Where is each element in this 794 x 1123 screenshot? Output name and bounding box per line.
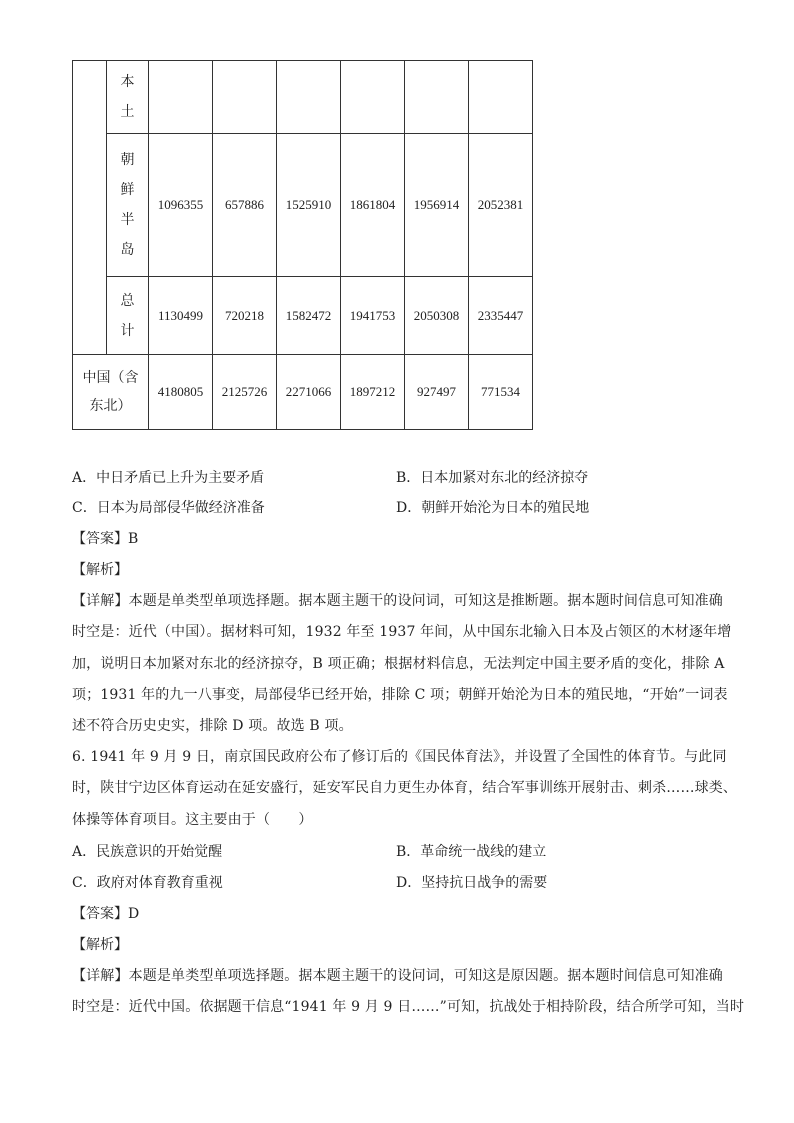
table-cell: 720218: [213, 277, 277, 355]
q6-analysis-heading: 【解析】: [72, 937, 128, 953]
table-cell: 1130499: [149, 277, 213, 355]
q6-stem-line: 时，陕甘宁边区体育运动在延安盛行，延安军民自力更生办体育，结合军事训练开展射击、刺杀……球类、: [72, 780, 738, 796]
q6-stem-line: 体操等体育项目。这主要由于（ ）: [72, 812, 313, 828]
table-cell: [405, 61, 469, 134]
q6-stem-line: 6. 1941 年 9 月 9 日，南京国民政府公布了修订后的《国民体育法》，并设置了全国性的体育节。与此同: [72, 749, 727, 765]
q5-analysis-heading: 【解析】: [72, 562, 128, 578]
table-cell: 1941753: [341, 277, 405, 355]
table-cell: [341, 61, 405, 134]
table-cell: 927497: [405, 355, 469, 430]
table-cell: 2052381: [469, 134, 533, 277]
q6-detail-line: 【详解】本题是单类型单项选择题。据本题主题干的设问词，可知这是原因题。据本题时间信息可知准确: [72, 968, 723, 984]
q5-option-a[interactable]: A．中日矛盾已上升为主要矛盾: [72, 470, 265, 486]
table-cell: 1897212: [341, 355, 405, 430]
table-cell: 1582472: [277, 277, 341, 355]
table-row: [73, 61, 533, 134]
row-label-cell: 总 计: [107, 277, 149, 355]
table-cell: 657886: [213, 134, 277, 277]
table-cell: 2050308: [405, 277, 469, 355]
row-label-cell: 本 土: [107, 61, 149, 134]
table-cell: 2271066: [277, 355, 341, 430]
table-cell: 1096355: [149, 134, 213, 277]
q5-detail-line: 述不符合历史史实，排除 D 项。故选 B 项。: [72, 718, 353, 734]
q5-option-b[interactable]: B．日本加紧对东北的经济掠夺: [396, 470, 589, 486]
table-cell: 1861804: [341, 134, 405, 277]
table-cell: [213, 61, 277, 134]
q5-answer: 【答案】B: [72, 531, 139, 547]
table-group-cell: [73, 61, 107, 355]
q5-detail-line: 时空是：近代（中国）。据材料可知，1932 年至 1937 年间，从中国东北输入日本及占领区的木材逐年增: [72, 624, 732, 640]
table-row: [73, 355, 533, 430]
q6-answer: 【答案】D: [72, 906, 140, 922]
row-label-cell: 中国（含 东北）: [73, 355, 149, 430]
table-cell: [277, 61, 341, 134]
q5-option-c[interactable]: C．日本为局部侵华做经济准备: [72, 500, 265, 516]
table-cell: 1525910: [277, 134, 341, 277]
table-cell: [469, 61, 533, 134]
q5-detail-line: 加，说明日本加紧对东北的经济掠夺，B 项正确；根据材料信息，无法判定中国主要矛盾的变化，排除 A: [72, 656, 725, 672]
table-row: [73, 277, 533, 355]
q5-detail-line: 项；1931 年的九一八事变，局部侵华已经开始，排除 C 项；朝鲜开始沦为日本的殖民地，“开始”一词表: [72, 687, 728, 703]
table-cell: 2335447: [469, 277, 533, 355]
table-row: [73, 134, 533, 277]
table-cell: [149, 61, 213, 134]
q6-detail-line: 时空是：近代中国。依据题干信息“1941 年 9 月 9 日……”可知，抗战处于相持阶段，结合所学可知，当时: [72, 999, 745, 1015]
q5-detail-line: 【详解】本题是单类型单项选择题。据本题主题干的设问词，可知这是推断题。据本题时间信息可知准确: [72, 593, 723, 609]
table-cell: 2125726: [213, 355, 277, 430]
table-cell: 771534: [469, 355, 533, 430]
table-cell: 1956914: [405, 134, 469, 277]
q5-option-d[interactable]: D．朝鲜开始沦为日本的殖民地: [396, 500, 590, 516]
q6-option-a[interactable]: A．民族意识的开始觉醒: [72, 844, 223, 860]
table-cell: 4180805: [149, 355, 213, 430]
q6-option-b[interactable]: B．革命统一战线的建立: [396, 844, 547, 860]
q6-option-d[interactable]: D．坚持抗日战争的需要: [396, 875, 548, 891]
q6-option-c[interactable]: C．政府对体育教育重视: [72, 875, 223, 891]
row-label-cell: 朝 鲜 半 岛: [107, 134, 149, 277]
timber-export-table: [72, 60, 533, 430]
